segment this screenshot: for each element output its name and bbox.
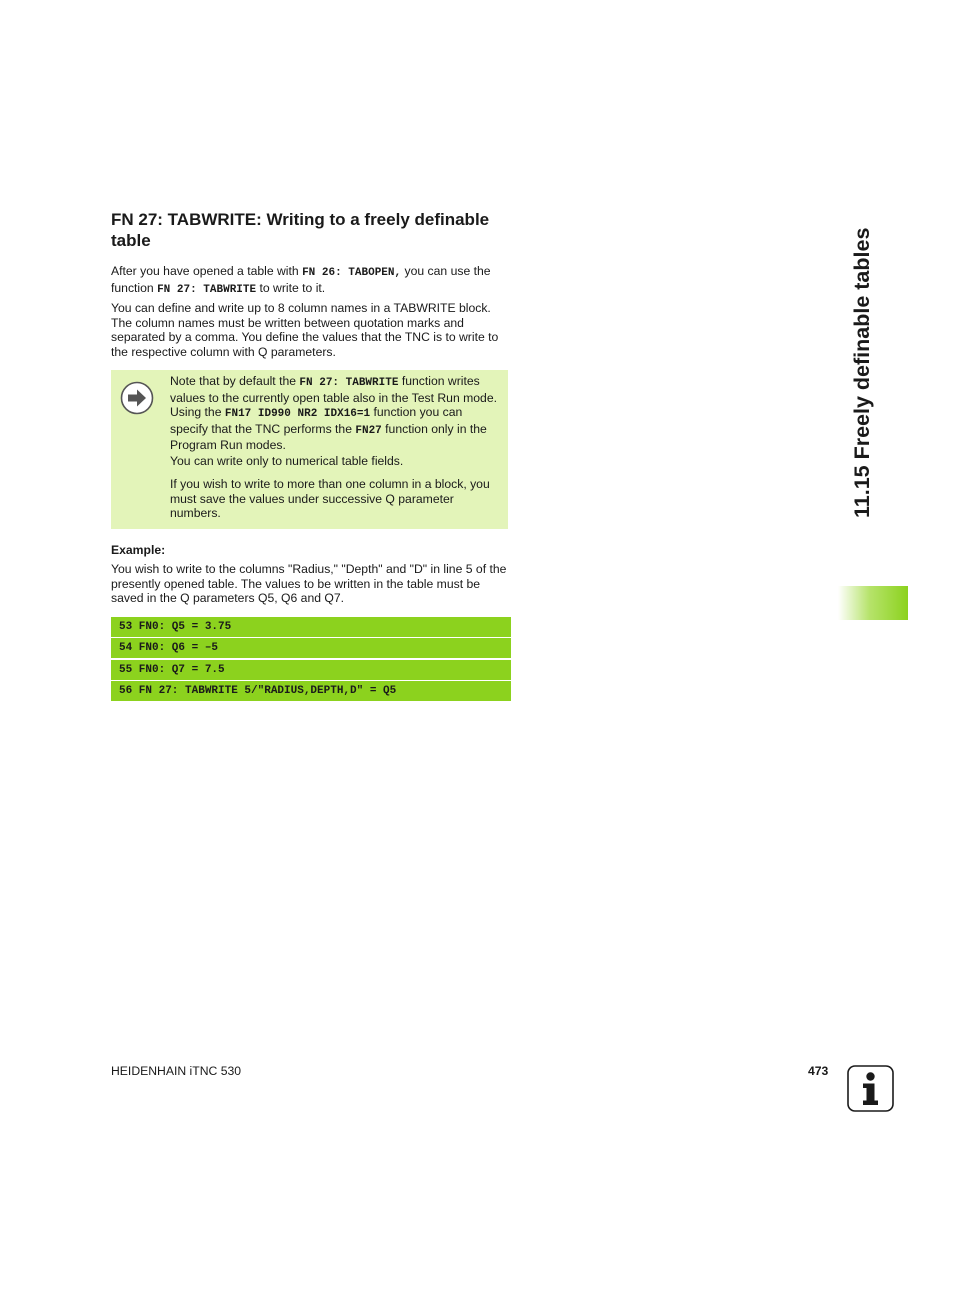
code-line: 56 FN 27: TABWRITE 5/"RADIUS,DEPTH,D" = Q5	[111, 681, 511, 701]
page-number: 473	[808, 1064, 829, 1078]
note-text: function you can specify that the TNC performs the	[170, 405, 463, 436]
code-line: 53 FN0: Q5 = 3.75	[111, 617, 511, 637]
info-icon	[847, 1065, 894, 1112]
intro-text: After you have opened a table with	[111, 264, 303, 278]
note-text: function writes values to the currently open table also in the Test Run mode. Using the	[170, 374, 498, 420]
arrow-right-icon	[120, 381, 154, 415]
inline-code: FN 27: TABWRITE	[157, 283, 257, 296]
inline-code: FN17 ID990 NR2 IDX16=1	[224, 408, 371, 421]
section-heading-line1: FN 27: TABWRITE: Writing to a freely definable	[111, 210, 490, 229]
note-text: function only in the Program Run modes.	[170, 421, 487, 453]
inline-code: FN27	[355, 424, 382, 437]
note-paragraph-3: If you wish to write to more than one column in a block, you must save the values under successive Q parameter numbers.	[170, 477, 490, 521]
example-paragraph: You wish to write to the columns "Radius," "Depth" and "D" in line 5 of the presently opened table. The values to be written in the table must be saved in the Q parameters Q5, Q6 and Q7.	[111, 562, 507, 606]
code-line: 54 FN0: Q6 = –5	[111, 638, 511, 658]
footer-manual-name: HEIDENHAIN iTNC 530	[111, 1064, 242, 1078]
note-text: Note that by default the	[170, 374, 300, 388]
code-line: 55 FN0: Q7 = 7.5	[111, 660, 511, 680]
inline-code: FN 27: TABWRITE	[299, 377, 399, 389]
intro-paragraph-1	[111, 264, 509, 297]
chapter-tab-marker	[838, 586, 908, 620]
intro-text: you can use the function	[111, 264, 491, 295]
example-label: Example:	[111, 543, 166, 557]
section-heading-line2: table	[111, 231, 151, 250]
inline-code: FN 26: TABOPEN,	[302, 267, 402, 279]
section-heading	[111, 209, 511, 251]
note-paragraph-1	[170, 374, 501, 453]
intro-text: to write to it.	[256, 280, 326, 295]
note-paragraph-2: You can write only to numerical table fields.	[170, 454, 404, 468]
note-box	[111, 370, 508, 529]
chapter-side-title: 11.15 Freely definable tables	[850, 227, 874, 518]
intro-paragraph-2: You can define and write up to 8 column names in a TABWRITE block. The column names must be written between quotation marks and separated by a comma. You define the values that the TNC is to write to the respective column with Q parameters.	[111, 301, 499, 359]
